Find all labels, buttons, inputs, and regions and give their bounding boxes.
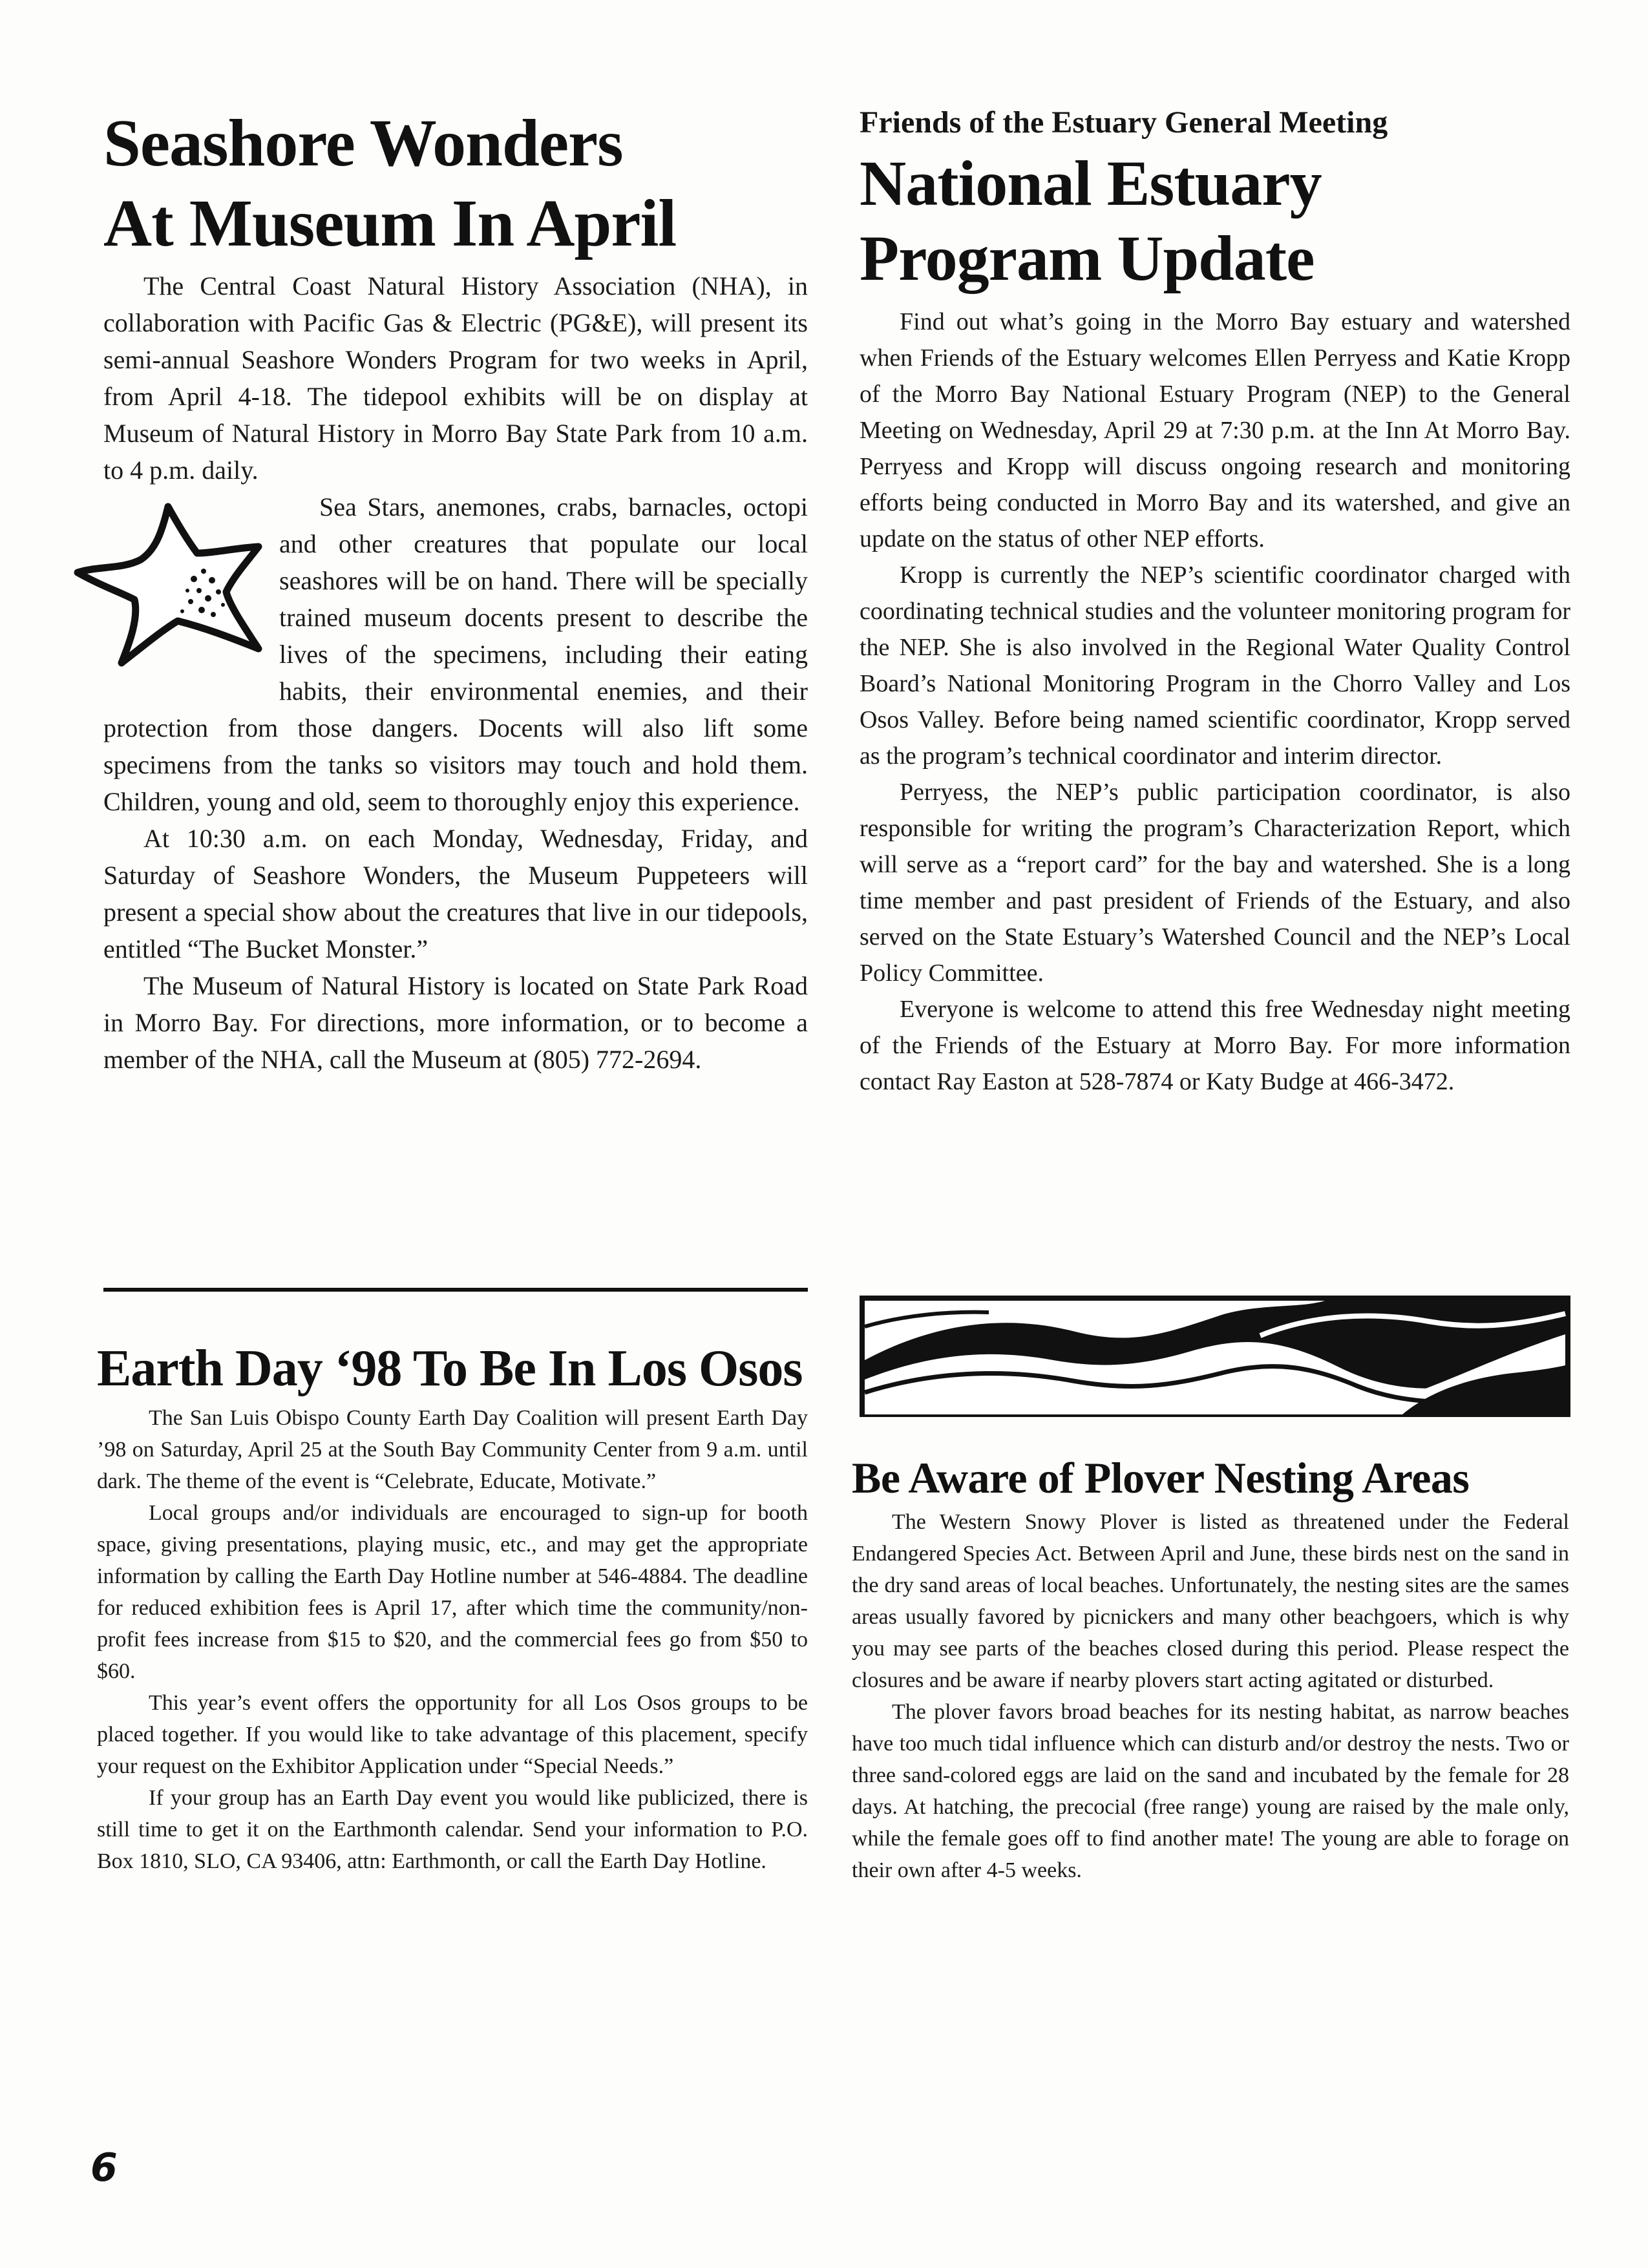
article-estuary-update [860,103,1570,1100]
paragraph: Find out what’s going in the Morro Bay estuary and watershed when Friends of the Estuary welcomes Ellen Perryess and Katie Kropp of the Morro Bay National Estuary Program (NEP) to the General Meeting on Wednesday, April 29 at 7:30 p.m. at the Inn At Morro Bay. Perryess and Kropp will discuss ongoing research and monitoring efforts being conducted in Morro Bay and its watershed, and give an update on the status of other NEP efforts. [860,308,1570,552]
star-icon [65,488,271,676]
article-body [97,1402,808,1877]
headline-line: At Museum In April [103,186,677,260]
article-seashore-wonders [103,103,808,1078]
headline-line: National Estuary [860,147,1322,219]
paragraph: Sea Stars, anemones, crabs, barnacles, octopi and other creatures that populate our local seashores will be on hand. There will be specially trained museum docents present to describe the lives of the specimens, including their eating habits, their environmental enemies, and their protection from those dangers. Docents will also lift some specimens from the tanks so visitors may touch and hold them. Children, young and old, seem to thoroughly enjoy this experience. [103,492,808,816]
article-body [103,268,808,1078]
paragraph: The Museum of Natural History is located on State Park Road in Morro Bay. For directions, more information, or to become a member of the NHA, call the Museum at (805) 772-2694. [103,971,808,1074]
kicker: Friends of the Estuary General Meeting [860,105,1388,140]
paragraph: The plover favors broad beaches for its nesting habitat, as narrow beaches have too much tidal influence which can disturb and/or destroy the nests. Two or three sand-colored eggs are laid on the sand and incubated by the female for 28 days. At hatching, the precocial (free range) young are raised by the male only, while the female goes off to find another mate! The young are able to forage on their own after 4-5 weeks. [852,1700,1569,1882]
article-body [852,1506,1569,1886]
headline-estuary [860,146,1570,296]
paragraph: If your group has an Earth Day event you would like publicized, there is still time to get it on the Earthmonth calendar. Send your information to P.O. Box 1810, SLO, CA 93406, attn: Earthmonth, or call the Earth Day Hotline. [97,1786,808,1873]
paragraph: Perryess, the NEP’s public participation coordinator, is also responsible for writing the program’s Characterization Report, which will serve as a “report card” for the bay and watershed. She is a long time member and past president of Friends of the Estuary, and also served on the State Estuary’s Watershed Council and the NEP’s Local Policy Committee. [860,779,1570,987]
headline-line: Program Update [860,222,1315,294]
article-earth-day [97,1338,808,1877]
paragraph: This year’s event offers the opportunity for all Los Osos groups to be placed together. If you would like to take advantage of this placement, specify your request on the Exhibitor Application under “Special Needs.” [97,1691,808,1778]
section-divider [103,1288,808,1292]
paragraph: The Central Coast Natural History Association (NHA), in collaboration with Pacific Gas & Electric (PG&E), will present its semi-annual Seashore Wonders Program for two weeks in April, from April 4-18. The tidepool exhibits will be on display at Museum of Natural History in Morro Bay State Park from 10 a.m. to 4 p.m. daily. [103,271,808,485]
paragraph: The Western Snowy Plover is listed as threatened under the Federal Endangered Species Act. Between April and June, these birds nest on the sand in the dry sand areas of local beaches. Unfortunately, the nesting sites are the sames areas usually favored by picnickers and many other beachgoers, which is why you may see parts of the beaches closed during this period. Please respect the closures and be aware if nearby plovers start acting agitated or disturbed. [852,1510,1569,1692]
article-plover [852,1451,1569,1886]
paragraph: Everyone is welcome to attend this free Wednesday night meeting of the Friends of the Estuary at Morro Bay. For more information contact Ray Easton at 528-7874 or Katy Budge at 466-3472. [860,996,1570,1095]
headline-seashore-wonders [103,103,808,264]
paragraph: Local groups and/or individuals are encouraged to sign-up for booth space, giving presentations, playing music, etc., and may get the appropriate information by calling the Earth Day Hotline number at 546-4884. The deadline for reduced exhibition fees is April 17, after which time the community/non-profit fees increase from $15 to $20, and the commercial fees go from $50 to $60. [97,1501,808,1683]
paragraph: Kropp is currently the NEP’s scientific coordinator charged with coordinating technical studies and the volunteer monitoring program for the NEP. She is also involved in the Regional Water Quality Control Board’s National Monitoring Program in the Chorro Valley and Los Osos Valley. Before being named scientific coordinator, Kropp served as the program’s technical coordinator and interim director. [860,562,1570,770]
headline-plover: Be Aware of Plover Nesting Areas [852,1453,1470,1502]
dunes-banner-icon [860,1296,1570,1417]
page-number: 6 [90,2145,118,2190]
article-body [860,304,1570,1100]
headline-line: Seashore Wonders [103,106,623,180]
paragraph: At 10:30 a.m. on each Monday, Wednesday, Friday, and Saturday of Seashore Wonders, the Museum Puppeteers will present a special show about the creatures that live in our tidepools, entitled “The Bucket Monster.” [103,824,808,963]
paragraph: The San Luis Obispo County Earth Day Coalition will present Earth Day ’98 on Saturday, April 25 at the South Bay Community Center from 9 a.m. until dark. The theme of the event is “Celebrate, Educate, Motivate.” [97,1406,808,1493]
headline-earth-day: Earth Day ‘98 To Be In Los Osos [97,1340,803,1397]
